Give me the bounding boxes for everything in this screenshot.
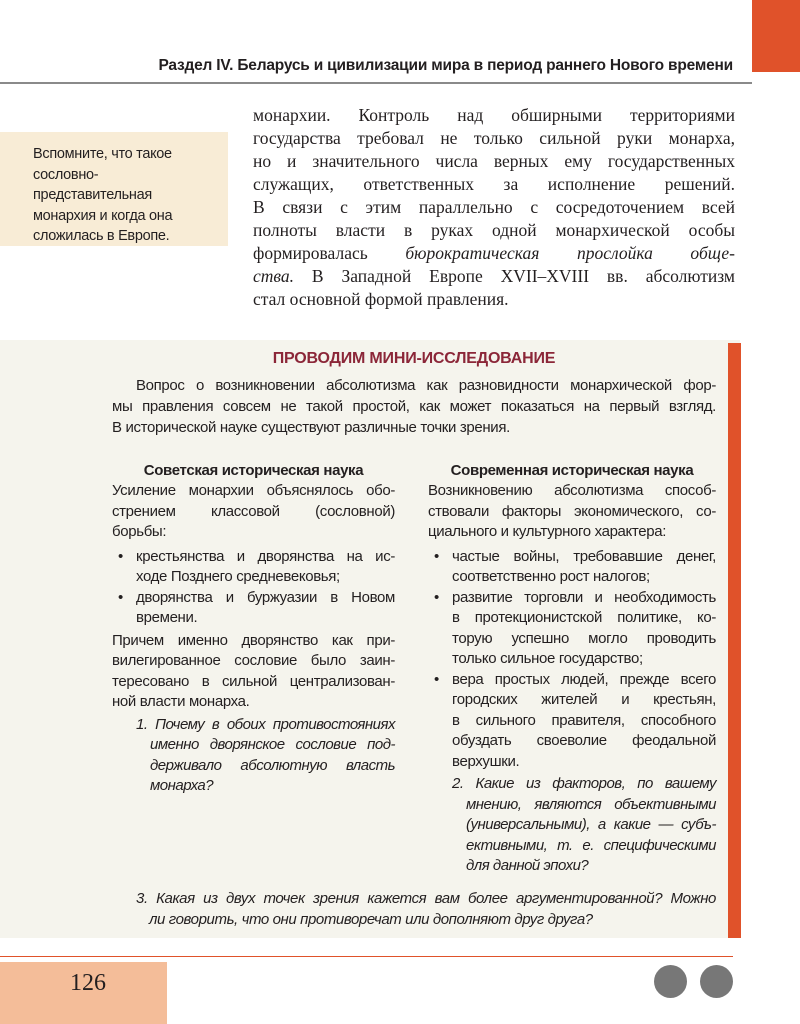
text-line: полноты власти в руках одной монархической особы bbox=[253, 220, 735, 240]
modern-view-column bbox=[428, 461, 716, 877]
text-line: только сильное государство; bbox=[452, 650, 643, 667]
text-line: 3. Какая из двух точек зрения кажется вам более аргументированной? Можно bbox=[136, 890, 716, 907]
text-line: стрением классовой (сословной) bbox=[112, 502, 395, 520]
research-title: ПРОВОДИМ МИНИ-ИССЛЕДОВАНИЕ bbox=[272, 350, 556, 367]
text-line: держивало абсолютную власть bbox=[150, 756, 395, 774]
text-line: времени. bbox=[136, 609, 198, 626]
column-heading: Советская историческая наука bbox=[143, 462, 364, 479]
text-line: обуздать своеволие феодальной bbox=[452, 732, 716, 749]
text-line: для данной эпохи? bbox=[466, 857, 589, 874]
text-line bbox=[253, 265, 735, 288]
text-line: вера простых людей, прежде всего bbox=[452, 670, 716, 688]
text-line: мнению, являются объективными bbox=[466, 795, 716, 813]
text-line: служащих, ответственных за исполнение решений. bbox=[253, 174, 735, 194]
page-number: 126 bbox=[70, 970, 106, 996]
research-intro bbox=[112, 375, 716, 438]
footer-divider bbox=[0, 956, 733, 957]
text-line: монарха? bbox=[150, 777, 214, 794]
question-3 bbox=[136, 888, 716, 930]
list-item bbox=[112, 588, 395, 629]
text-fragment: В Западной Европе XVII–XVIII вв. абсолютизм bbox=[294, 266, 735, 286]
text-line: городских жителей и крестьян, bbox=[452, 691, 716, 708]
text-line: Усиление монархии объяснялось обо- bbox=[112, 482, 395, 499]
circle-marker-icon bbox=[654, 965, 687, 998]
text-line: именно дворянское сословие под- bbox=[150, 736, 395, 753]
text-line: В связи с этим параллельно с сосредоточением всей bbox=[253, 197, 735, 217]
text-line: 1. Почему в обоих противостояниях bbox=[136, 715, 395, 733]
callout-line: Вспомните, что такое bbox=[33, 146, 172, 162]
research-accent-bar bbox=[728, 343, 741, 938]
text-line: ствовали факторы экономического, со- bbox=[428, 502, 716, 520]
text-line: торую успешно могло проводить bbox=[452, 629, 716, 647]
text-line: мы правления совсем не такой простой, как может показаться на первый взгляд. bbox=[112, 398, 716, 415]
text-line: частые войны, требовавшие денег, bbox=[452, 547, 716, 565]
text-line: верхушки. bbox=[452, 752, 520, 770]
text-line: государства требовал не только сильной руки монарха, bbox=[253, 128, 735, 148]
question-2 bbox=[428, 774, 716, 877]
text-line: В исторической науке существуют различные точки зрения. bbox=[112, 419, 510, 436]
text-line: но и значительного числа верных ему государственных bbox=[253, 151, 735, 171]
callout-line: представительная bbox=[33, 187, 152, 203]
text-line bbox=[253, 242, 735, 265]
text-line: борьбы: bbox=[112, 523, 167, 540]
recall-callout bbox=[0, 132, 228, 246]
text-line: монархии. Контроль над обширными территориями bbox=[253, 105, 735, 125]
list-item bbox=[428, 588, 716, 670]
list-item bbox=[428, 670, 716, 773]
term-italic: ства. bbox=[253, 266, 295, 286]
column-heading: Современная историческая наука bbox=[450, 462, 694, 479]
header-divider bbox=[0, 82, 752, 84]
text-line: Причем именно дворянство как при- bbox=[112, 631, 395, 649]
bullet-list bbox=[112, 547, 395, 629]
text-line: соответственно рост налогов; bbox=[452, 568, 650, 585]
text-line: тересовано в сильной централизован- bbox=[112, 672, 395, 690]
text-line: Вопрос о возникновении абсолютизма как разновидности монархической фор- bbox=[136, 377, 716, 394]
list-item bbox=[428, 547, 716, 588]
term-italic: бюрократическая прослойка обще- bbox=[405, 243, 735, 263]
text-line: ли говорить, что они противоречат или дополняют друг друга? bbox=[149, 911, 593, 928]
text-line: ной власти монарха. bbox=[112, 693, 250, 710]
bullet-icon: • bbox=[434, 547, 439, 565]
text-line: в протекционистской политике, ко- bbox=[452, 609, 716, 626]
text-line: в сильного правителя, способного bbox=[452, 711, 716, 729]
text-line: Возникновению абсолютизма способ- bbox=[428, 482, 716, 499]
question-1 bbox=[112, 715, 395, 797]
circle-marker-icon bbox=[700, 965, 733, 998]
text-line: стал основной формой правления. bbox=[253, 289, 509, 309]
text-line: ективными, т. е. специфическими bbox=[466, 836, 716, 854]
text-line: циального и культурного характера: bbox=[428, 523, 667, 540]
bullet-list bbox=[428, 547, 716, 773]
text-line: дворянства и буржуазии в Новом bbox=[136, 588, 395, 606]
text-line: (универсальными), а какие — субъ- bbox=[466, 816, 716, 833]
callout-line: сословно- bbox=[33, 166, 99, 183]
text-line: крестьянства и дворянства на ис- bbox=[136, 547, 395, 565]
text-fragment: формировалась bbox=[253, 243, 406, 263]
text-line: вилегированное сословие было заин- bbox=[112, 652, 395, 669]
text-line: 2. Какие из факторов, по вашему bbox=[452, 775, 716, 792]
bullet-icon: • bbox=[434, 588, 439, 606]
bullet-icon: • bbox=[118, 588, 123, 606]
list-item bbox=[112, 547, 395, 588]
running-header: Раздел IV. Беларусь и цивилизации мира в период раннего Нового времени bbox=[158, 57, 733, 74]
bullet-icon: • bbox=[434, 670, 439, 688]
soviet-view-column bbox=[112, 461, 395, 797]
bullet-icon: • bbox=[118, 547, 123, 565]
section-tab-marker bbox=[752, 0, 800, 72]
text-line: развитие торговли и необходимость bbox=[452, 588, 716, 606]
main-text bbox=[253, 104, 735, 311]
callout-line: сложилась в Европе. bbox=[33, 228, 170, 244]
text-line: ходе Позднего средневековья; bbox=[136, 568, 340, 585]
callout-line: монархия и когда она bbox=[33, 207, 173, 224]
